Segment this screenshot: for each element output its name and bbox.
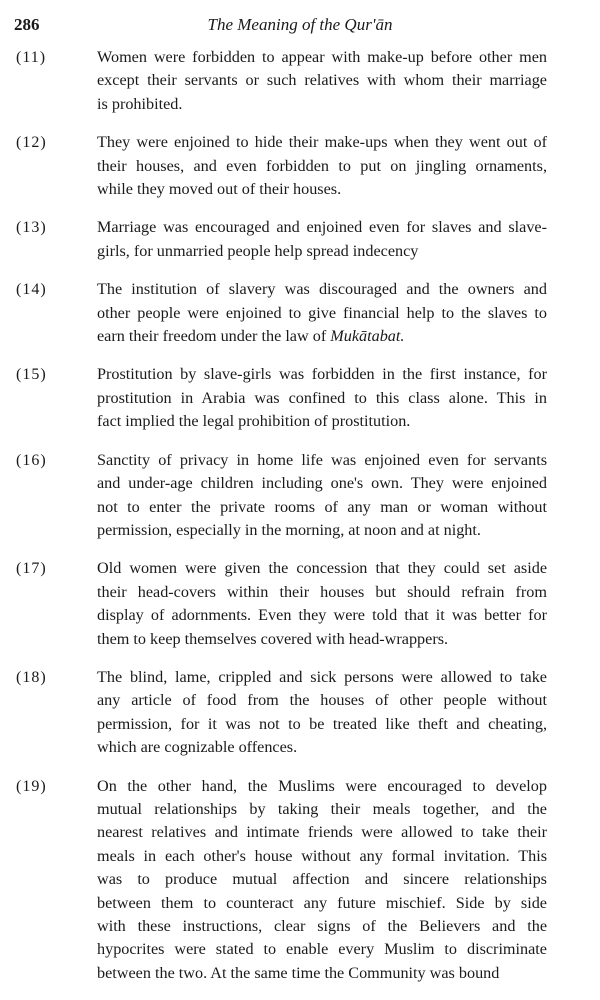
item-text: [97, 216, 547, 263]
item-number: (19): [16, 777, 47, 795]
item-number: (16): [16, 451, 47, 469]
text-line: Women were forbidden to appear with make-up before other men: [97, 48, 547, 66]
list-item-15: [0, 363, 600, 433]
item-text: [97, 363, 547, 433]
text-line: On the other hand, the Muslims were encouraged to develop: [97, 776, 547, 795]
item-text: [97, 775, 547, 986]
list-item-18: [0, 666, 600, 760]
list-item-13: [0, 216, 600, 263]
item-text: [97, 278, 547, 348]
text-line: Old women were given the concession that they could set aside: [97, 559, 547, 578]
list-item-14: [0, 278, 600, 348]
text-line: The institution of slavery was discouraged and the owners and: [97, 280, 547, 299]
item-number: (18): [16, 668, 47, 686]
text-line: Prostitution by slave-girls was forbidden in the first instance, for: [97, 365, 547, 384]
item-number: (15): [16, 366, 47, 384]
list-item-16: [0, 449, 600, 543]
text-line: permission, especially in the morning, at noon and at night.: [97, 520, 481, 539]
item-number: (11): [16, 49, 47, 66]
text-line: between the two. At the same time the Community was bound: [97, 963, 500, 982]
numbered-list: [0, 46, 600, 1000]
item-text: [97, 131, 547, 201]
item-text: [97, 557, 547, 651]
item-number: (14): [16, 281, 47, 299]
item-number: (12): [16, 134, 47, 152]
text-line: meals in each other's house without any formal invitation. This: [97, 846, 547, 865]
item-number: (13): [16, 219, 47, 237]
text-line: display of adornments. Even they were told that it was better for: [97, 606, 547, 625]
text-line: and under-age children including one's own. They were enjoined: [97, 474, 547, 493]
text-line: which are cognizable offences.: [97, 738, 298, 757]
item-number: (17): [16, 560, 47, 578]
text-line: except their servants or such relatives with whom their marriage: [97, 71, 547, 90]
italic-term: Mukātabat.: [330, 327, 405, 346]
text-line: any article of food from the houses of other people without: [97, 691, 547, 710]
text-line: The blind, lame, crippled and sick persons were allowed to take: [97, 667, 547, 686]
item-text: [97, 46, 547, 116]
text-line: not to enter the private rooms of any man or woman without: [97, 497, 547, 516]
running-title: The Meaning of the Qur'ān: [207, 15, 393, 34]
text-line: their houses, and even forbidden to put on jingling ornaments,: [97, 156, 547, 175]
list-item-19: [0, 775, 600, 986]
text-line: [97, 325, 547, 348]
text-line: fact implied the legal prohibition of prostitution.: [97, 412, 411, 431]
text-line: hypocrites were stated to enable every Muslim to discriminate: [97, 940, 547, 959]
list-item-17: [0, 557, 600, 651]
text-line: between them to counteract any future mischief. Side by side: [97, 893, 547, 912]
text-line: nearest relatives and intimate friends were allowed to take their: [97, 823, 547, 842]
page-number: 286: [14, 15, 40, 34]
text-line: with these instructions, clear signs of the Believers and the: [97, 917, 547, 935]
text-line: them to keep themselves covered with head-wrappers.: [97, 629, 449, 648]
item-text: [97, 666, 547, 760]
list-item-11: [0, 46, 600, 116]
text-line: Marriage was encouraged and enjoined even for slaves and slave-: [97, 218, 547, 237]
text-line: prostitution in Arabia was confined to this class alone. This in: [97, 388, 547, 407]
item-text: [97, 449, 547, 543]
text-line: was to produce mutual affection and sincere relationships: [97, 870, 547, 889]
text-line: Sanctity of privacy in home life was enjoined even for servants: [97, 450, 547, 469]
text-line: permission, for it was not to be treated like theft and cheating,: [97, 714, 547, 733]
text-line: mutual relationships by taking their meals together, and the: [97, 799, 547, 818]
text-run: earn their freedom under the law of: [97, 327, 331, 346]
text-line: girls, for unmarried people help spread indecency: [97, 241, 419, 260]
list-item-12: [0, 131, 600, 201]
text-line: other people were enjoined to give financial help to the slaves to: [97, 303, 547, 322]
text-line: They were enjoined to hide their make-ups when they went out of: [97, 133, 547, 152]
text-line: while they moved out of their houses.: [97, 180, 342, 199]
text-line: is prohibited.: [97, 94, 183, 113]
text-line: their head-covers within their houses but should refrain from: [97, 582, 547, 601]
